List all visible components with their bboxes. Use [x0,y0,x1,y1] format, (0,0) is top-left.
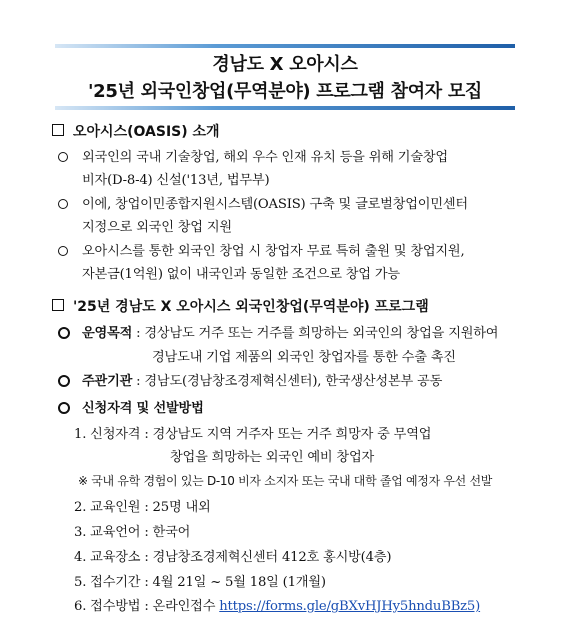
eligibility-note: ※ 국내 유학 경험이 있는 D-10 비자 소지자 또는 국내 대학 졸업 예정자 우선 선발 [78,474,493,488]
bullet-ring-icon [58,245,71,258]
eligibility-item6-label: 6. 접수방법 : 온라인접수 [74,599,220,614]
eligibility-item2: 2. 교육인원 : 25명 내외 [74,500,211,515]
bullet-ring-icon [58,402,71,415]
section2-heading-text: '25년 경남도 X 오아시스 외국인창업(무역분야) 프로그램 [73,299,429,315]
section1-bullet3-line1: 오아시스를 통한 외국인 창업 시 창업자 무료 특허 출원 및 창업지원, [82,244,465,259]
purpose-row [82,322,498,341]
purpose-text-1: : 경상남도 거주 또는 거주를 희망하는 외국인의 창업을 지원하여 [136,326,499,341]
eligibility-item5: 5. 접수기간 : 4월 21일 ~ 5월 18일 (1개월) [74,575,326,590]
section1-bullet2-line2: 지정으로 외국인 창업 지원 [82,220,232,235]
eligibility-item3: 3. 교육언어 : 한국어 [74,525,191,540]
eligibility-item1-line2: 창업을 희망하는 외국인 예비 창업자 [170,450,375,465]
bullet-ring-icon [58,198,71,211]
section1-bullet1-line2: 비자(D-8-4) 신설('13년, 법무부) [82,173,270,188]
title-line-1: 경남도 X 오아시스 [212,54,358,75]
section1-bullet2-line1: 이에, 창업이민종합지원시스템(OASIS) 구축 및 글로벌창업이민센터 [82,197,468,212]
title-rule-top [55,44,515,48]
checkbox-square-icon [52,299,64,311]
title-rule-bottom [55,106,515,110]
section1-bullet3-line2: 자본금(1억원) 없이 내국인과 동일한 조건으로 창업 가능 [82,267,400,282]
title-line-2: '25년 외국인창업(무역분야) 프로그램 참여자 모집 [87,81,483,102]
application-form-link[interactable]: https://forms.gle/gBXvHJHy5hnduBBz5) [219,599,481,614]
purpose-text-2: 경남도내 기업 제품의 외국인 창업자를 통한 수출 촉진 [152,350,456,365]
eligibility-item1-line1: 1. 신청자격 : 경상남도 지역 거주자 또는 거주 희망자 중 무역업 [74,427,432,442]
section1-heading-text: 오아시스(OASIS) 소개 [73,124,220,140]
section1-bullet1-line1: 외국인의 국내 기술창업, 해외 우수 인재 유치 등을 위해 기술창업 [82,150,448,165]
eligibility-item6 [74,595,480,614]
checkbox-square-icon [52,124,64,136]
section1-heading [52,121,220,141]
organizer-row [82,370,442,389]
section2-heading [52,296,429,316]
bullet-ring-icon [58,151,71,164]
bullet-ring-icon [58,375,71,388]
organizer-text: : 경남도(경남창조경제혁신센터), 한국생산성본부 공동 [136,374,443,389]
purpose-label: 운영목적 [82,326,133,341]
eligibility-item4: 4. 교육장소 : 경남창조경제혁신센터 412호 홍시방(4층) [74,550,392,565]
bullet-ring-icon [58,327,71,340]
organizer-label: 주관기관 [82,374,133,389]
eligibility-label: 신청자격 및 선발방법 [82,401,204,416]
